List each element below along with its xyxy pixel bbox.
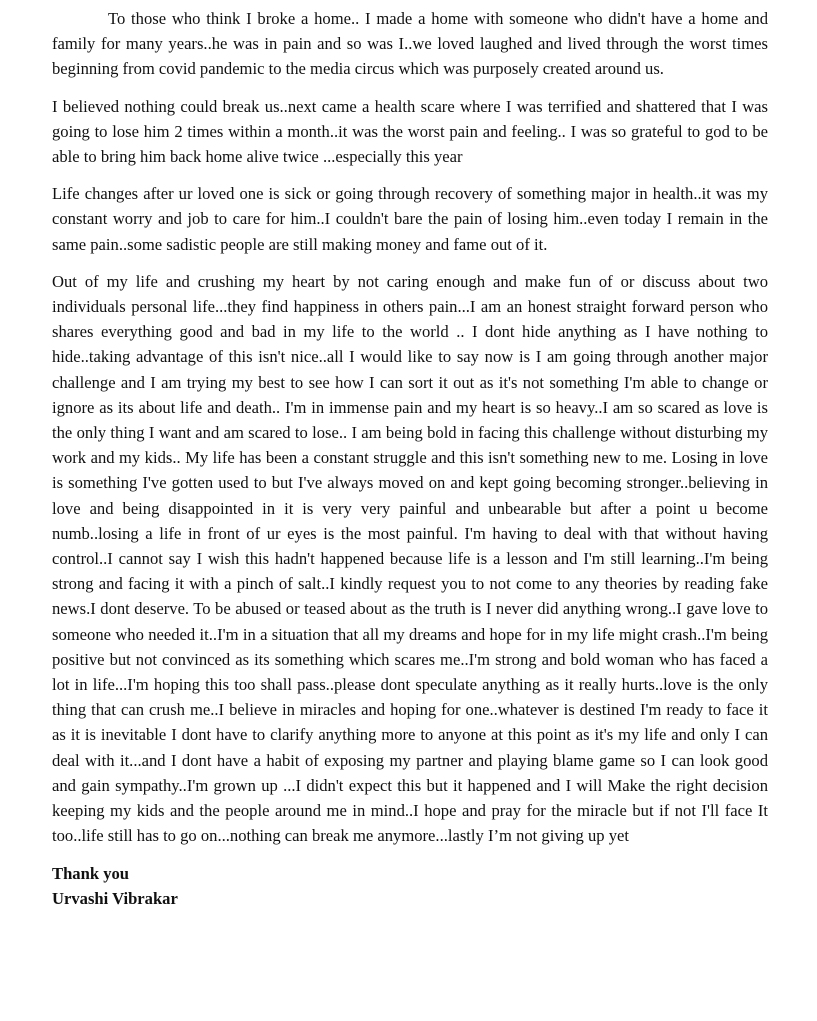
paragraph-1: To those who think I broke a home.. I made a home with someone who didn't have a home and family for many years..he was in pain and so was I..we loved laughed and lived through the worst times beginning from covid pandemic to the media circus which was purposely created around us. [52, 9, 768, 79]
paragraph-3: Life changes after ur loved one is sick or going through recovery of something major in health..it was my constant worry and job to care for him..I couldn't bare the pain of losing him..even today I remain in the same pain..some sadistic people are still making money and fame out of it. [52, 184, 768, 254]
paragraph-2: I believed nothing could break us..next came a health scare where I was terrified and shattered that I was going to lose him 2 times within a month..it was the worst pain and feeling.. I was so grateful to god to be able to bring him back home alive twice ...especially this year [52, 96, 768, 167]
signature-name: Urvashi Vibrakar [52, 888, 178, 908]
closing-thank-you: Thank you [52, 863, 130, 883]
letter-document [52, 6, 768, 908]
paragraph-4: Out of my life and crushing my heart by not caring enough and make fun of or discuss about two individuals personal life...they find happiness in others pain...I am an honest straight forward person who shares everything good and bad in my life to the world .. I dont hide anything as I have nothing to hide..taking advantage of this isn't nice..all I would like to say now is I am going through another major challenge and I am trying my best to see how I can sort it out as it's not something I'm able to change or ignore as its about life and death.. I'm in immense pain and my heart is so heavy..I am so scared as love is the only thing I want and am scared to lose.. I am being bold in facing this challenge without disturbing my work and my kids.. My life has been a constant struggle and this isn't something new to me. Losing in love is something I've gotten used to but I've always moved on and kept going becoming stronger..believing in love and being disappointed in it is very very painful and unbearable but after a point u become numb..losing a life in front of ur eyes is the most painful. I'm having to deal with that without having control..I cannot say I wish this hadn't happened because life is a lesson and I'm still learning..I'm being strong and facing it with a pinch of salt..I kindly request you to not come to any theories by reading fake news.I dont deserve. To be abused or teased about as the truth is I never did anything wrong..I gave love to someone who needed it..I'm in a situation that all my dreams and hope for in my life might crash..I'm being positive but not convinced as its something which scares me..I'm strong and bold woman who has faced a lot in life...I'm hoping this too shall pass..please dont speculate anything as it really hurts..love is the only thing that can crush me..I believe in miracles and hoping for one..whatever is destined I'm ready to face it as it is inevitable I dont have to clarify anything more to anyone at this point as it's my life and only I can deal with it...and I dont have a habit of exposing my partner and playing blame game so I can look good and gain sympathy..I'm grown up ...I didn't expect this but it happened and I will Make the right decision keeping my kids and the people around me in mind..I hope and pray for the miracle but if not I'll face It too..life still has to go on...nothing can break me anymore...lastly I’m not giving up yet [52, 271, 768, 846]
